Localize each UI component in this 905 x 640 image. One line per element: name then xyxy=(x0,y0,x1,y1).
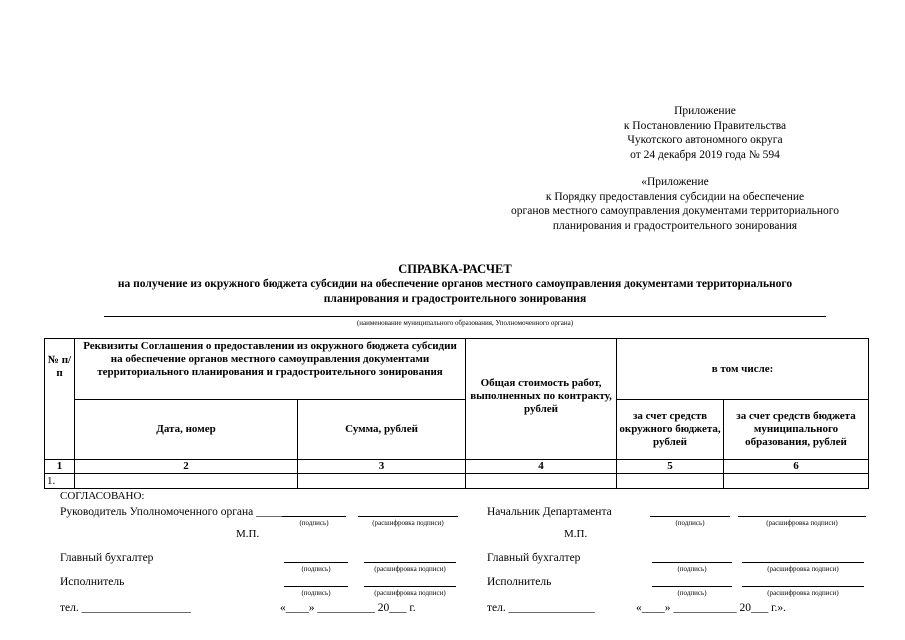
decode-caption: (расшифровка подписи) xyxy=(374,565,446,573)
head-authorized-label: Руководитель Уполномоченного органа _________ xyxy=(60,506,308,518)
signature-caption: (подпись) xyxy=(675,519,705,527)
signature-caption: (подпись) xyxy=(301,589,331,597)
header-municipal-budget: за счет средств бюджета муниципального образования, рублей xyxy=(724,400,869,460)
header-total-cost: Общая стоимость работ, выполненных по контракту, рублей xyxy=(466,339,617,460)
header-sum: Сумма, рублей xyxy=(298,400,466,460)
phone-field: тел. _______________ xyxy=(487,602,595,614)
appendix-block xyxy=(560,104,850,162)
decode-line xyxy=(742,586,864,587)
seal-label: М.П. xyxy=(236,528,260,540)
data-cell xyxy=(298,474,466,489)
data-row-num: 1. xyxy=(45,474,75,489)
index-cell: 3 xyxy=(298,460,466,474)
data-cell xyxy=(724,474,869,489)
appendix2-line: органов местного самоуправления документами территориального xyxy=(511,205,839,217)
signature-line xyxy=(652,562,732,563)
chief-accountant-label: Главный бухгалтер xyxy=(487,552,581,564)
header-agreement: Реквизиты Соглашения о предоставлении из окружного бюджета субсидии на обеспечение органов местного самоуправления документами территориального планирования и градостроительного зонирования xyxy=(75,339,466,400)
header-district-budget: за счет средств окружного бюджета, рублей xyxy=(617,400,724,460)
appendix2-line: к Порядку предоставления субсидии на обеспечение xyxy=(545,190,805,203)
date-field: «____» ___________ 20___ г.». xyxy=(636,602,787,614)
org-name-line xyxy=(104,316,826,317)
decode-line xyxy=(364,586,456,587)
org-name-caption: (наименование муниципального образования, Уполномоченного органа) xyxy=(356,319,574,327)
signature-caption: (подпись) xyxy=(301,565,331,573)
index-cell: 1 xyxy=(45,460,75,474)
appendix-line: Чукотского автономного округа xyxy=(627,134,783,146)
data-cell xyxy=(75,474,298,489)
decode-line xyxy=(742,562,864,563)
executor-label: Исполнитель xyxy=(60,576,125,588)
date-field: «____» __________ 20___ г. xyxy=(280,602,416,614)
data-cell xyxy=(466,474,617,489)
signature-line xyxy=(652,586,732,587)
decode-line xyxy=(364,562,456,563)
header-num: № п/п xyxy=(45,339,75,460)
signature-line xyxy=(284,562,348,563)
signature-line xyxy=(650,516,730,517)
calculation-table xyxy=(44,338,869,489)
decode-line xyxy=(738,516,866,517)
signature-caption: (подпись) xyxy=(677,589,707,597)
decode-caption: (расшифровка подписи) xyxy=(374,589,446,597)
document-title: СПРАВКА-РАСЧЕТ xyxy=(398,262,512,276)
signature-caption: (подпись) xyxy=(677,565,707,573)
signature-caption: (подпись) xyxy=(299,519,329,527)
header-date-number: Дата, номер xyxy=(75,400,298,460)
appendix-line: от 24 декабря 2019 года № 594 xyxy=(630,148,780,161)
signature-line xyxy=(282,516,346,517)
head-department-label: Начальник Департамента xyxy=(487,506,612,518)
appendix-line: к Постановлению Правительства xyxy=(623,119,787,132)
appendix2-block xyxy=(470,175,880,233)
document-subtitle-1: на получение из окружного бюджета субсидии на обеспечение органов местного самоуправления документами территориального xyxy=(117,278,793,290)
phone-field: тел. ___________________ xyxy=(60,602,191,614)
data-cell xyxy=(617,474,724,489)
executor-label: Исполнитель xyxy=(487,576,552,588)
appendix2-line: «Приложение xyxy=(641,176,709,188)
chief-accountant-label: Главный бухгалтер xyxy=(60,552,154,564)
signature-line xyxy=(284,586,348,587)
seal-label: М.П. xyxy=(564,528,588,540)
decode-caption: (расшифровка подписи) xyxy=(766,519,838,527)
decode-caption: (расшифровка подписи) xyxy=(372,519,444,527)
header-including: в том числе: xyxy=(617,339,869,400)
document-subtitle-2: планирования и градостроительного зонирования xyxy=(323,293,587,305)
decode-caption: (расшифровка подписи) xyxy=(767,565,839,573)
index-cell: 6 xyxy=(724,460,869,474)
index-cell: 5 xyxy=(617,460,724,474)
decode-caption: (расшифровка подписи) xyxy=(767,589,839,597)
index-cell: 2 xyxy=(75,460,298,474)
appendix-line: Приложение xyxy=(674,105,736,117)
agreed-label: СОГЛАСОВАНО: xyxy=(60,490,145,502)
appendix2-line: планирования и градостроительного зонирования xyxy=(552,219,798,232)
index-cell: 4 xyxy=(466,460,617,474)
decode-line xyxy=(358,516,458,517)
